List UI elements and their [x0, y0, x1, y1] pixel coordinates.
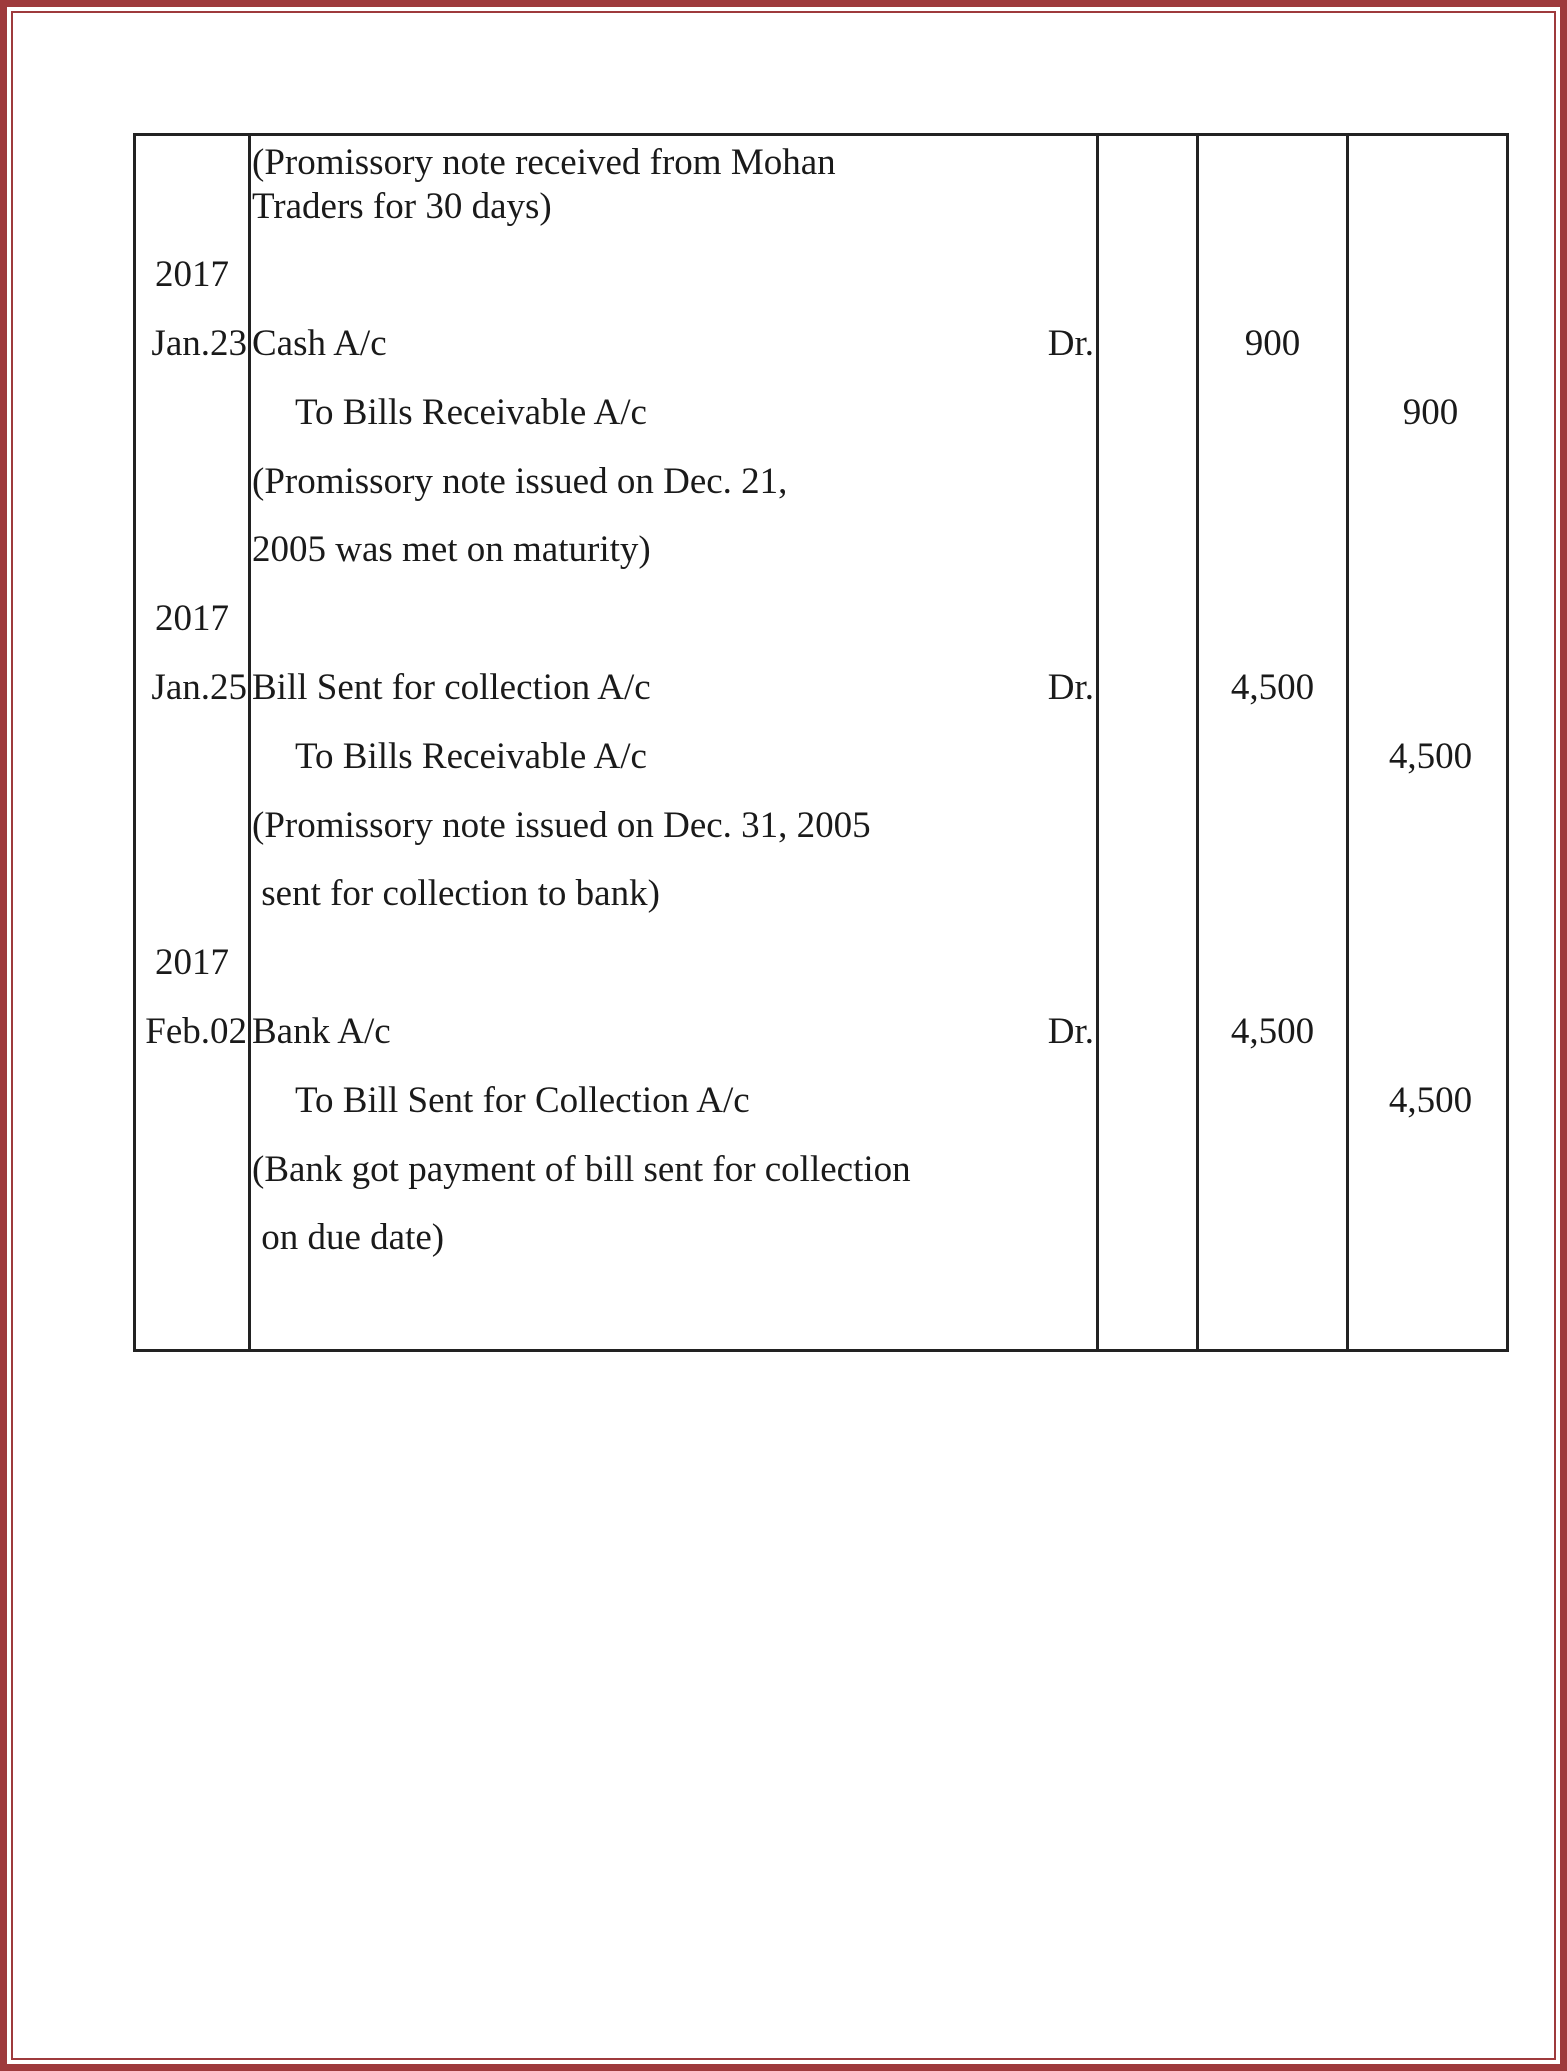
narration-line: sent for collection to bank) [252, 873, 660, 914]
narration-line: (Promissory note received from Mohan [252, 142, 836, 183]
entry-year: 2017 [155, 254, 229, 295]
entry-date: Jan.23 [151, 323, 247, 364]
narration-line: on due date) [252, 1217, 445, 1258]
debit-account: Bill Sent for collection A/c [252, 667, 651, 708]
credit-amount: 900 [1402, 392, 1459, 433]
dr-marker: Dr. [1047, 323, 1094, 364]
narration-line: (Promissory note issued on Dec. 31, 2005 [252, 805, 871, 846]
narration-line: (Promissory note issued on Dec. 21, [252, 461, 788, 502]
debit-account: Cash A/c [252, 323, 387, 364]
debit-amount: 900 [1244, 323, 1301, 364]
entry-date: Jan.25 [151, 667, 247, 708]
dr-marker: Dr. [1047, 1011, 1094, 1052]
narration-line: (Bank got payment of bill sent for collection [252, 1149, 911, 1190]
entry-date: Feb.02 [145, 1011, 247, 1052]
debit-amount: 4,500 [1230, 1011, 1315, 1052]
debit-account: Bank A/c [252, 1011, 391, 1052]
entry-year: 2017 [155, 598, 229, 639]
debit-amount: 4,500 [1230, 667, 1315, 708]
column-divider-lf [1196, 136, 1199, 1349]
column-divider-particulars [1096, 136, 1099, 1349]
journal-table [133, 133, 1509, 1352]
credit-account: To Bills Receivable A/c [295, 736, 647, 777]
credit-amount: 4,500 [1388, 1080, 1473, 1121]
entry-year: 2017 [155, 942, 229, 983]
dr-marker: Dr. [1047, 667, 1094, 708]
credit-account: To Bill Sent for Collection A/c [295, 1080, 750, 1121]
narration-line: 2005 was met on maturity) [252, 529, 651, 570]
column-divider-date [248, 136, 251, 1349]
credit-account: To Bills Receivable A/c [295, 392, 647, 433]
narration-line: Traders for 30 days) [252, 186, 552, 227]
credit-amount: 4,500 [1388, 736, 1473, 777]
